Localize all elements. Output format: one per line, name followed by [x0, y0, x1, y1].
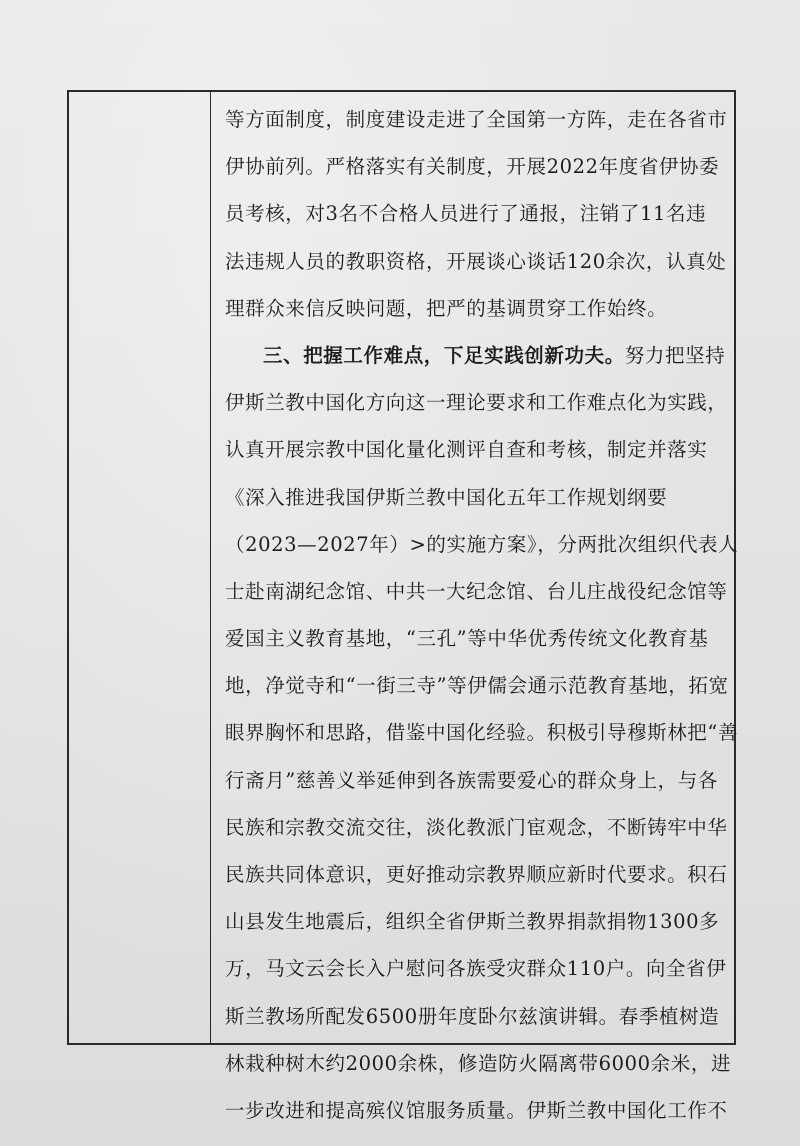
text-line [225, 96, 731, 143]
line-text: 民族和宗教交流交往，淡化教派门宦观念，不断铸牢中华 [225, 815, 728, 839]
text-line [225, 238, 731, 285]
line-text: 《深入推进我国伊斯兰教中国化五年工作规划纲要 [225, 485, 668, 509]
line-text: 万，马文云会长入户慰问各族受灾群众110户。向全省伊 [225, 957, 727, 981]
line-text: 员考核，对3名不合格人员进行了通报，注销了11名违 [225, 202, 707, 226]
text-line [225, 1087, 731, 1134]
line-text: 伊斯兰教中国化方向这一理论要求和工作难点化为实践， [225, 391, 728, 415]
text-line [225, 285, 731, 332]
text-line [225, 568, 731, 615]
line-text: 认真开展宗教中国化量化测评自查和考核，制定并落实 [225, 438, 708, 462]
text-line [225, 426, 731, 473]
text-line [225, 521, 739, 568]
line-text: 林栽种树木约2000余株，修造防火隔离带6000余米，进 [225, 1051, 732, 1075]
line-text: 理群众来信反映问题，把严的基调贯穿工作始终。 [225, 296, 668, 320]
text-line [225, 757, 731, 804]
text-line [225, 898, 731, 945]
text-line [225, 143, 731, 190]
line-text: 斯兰教场所配发6500册年度卧尔兹演讲辑。春季植树造 [225, 1004, 720, 1028]
text-line [225, 662, 731, 709]
document-body [225, 96, 739, 1134]
form-label-column [69, 92, 211, 1043]
line-text: 伊协前列。严格落实有关制度，开展2022年度省伊协委 [225, 155, 720, 179]
line-text: 一步改进和提高殡仪馆服务质量。伊斯兰教中国化工作不 [225, 1098, 728, 1122]
text-line [225, 851, 731, 898]
text-line [225, 615, 731, 662]
line-text: （2023—2027年）>的实施方案》，分两批次组织代表人 [225, 532, 739, 556]
line-text: 民族共同体意识，更好推动宗教界顺应新时代要求。积石 [225, 863, 728, 886]
line-text: 士赴南湖纪念馆、中共一大纪念馆、台儿庄战役纪念馆等 [225, 579, 728, 603]
line-text: 法违规人员的教职资格，开展谈心谈话120余次，认真处 [225, 249, 727, 273]
line-text: 地，净觉寺和“一街三寺”等伊儒会通示范教育基地，拓宽 [225, 674, 729, 698]
section-heading: 三、把握工作难点，下足实践创新功夫。 [263, 343, 625, 367]
text-line [225, 993, 731, 1040]
line-text: 努力把坚持 [624, 343, 726, 367]
line-text: 行斋月”慈善义举延伸到各族需要爱心的群众身上，与各 [225, 768, 718, 792]
text-line [225, 804, 731, 851]
text-line [225, 332, 731, 379]
line-text: 山县发生地震后，组织全省伊斯兰教界捐款捐物1300多 [225, 910, 720, 934]
text-line [225, 474, 731, 521]
line-text: 爱国主义教育基地，“三孔”等中华优秀传统文化教育基 [225, 627, 709, 651]
text-line [225, 190, 731, 237]
line-text: 眼界胸怀和思路，借鉴中国化经验。积极引导穆斯林把“善 [225, 721, 739, 745]
text-line [225, 379, 731, 426]
form-table [67, 90, 739, 1122]
text-line [225, 1040, 731, 1087]
line-text: 等方面制度，制度建设走进了全国第一方阵，走在各省市 [225, 108, 728, 131]
text-line [225, 709, 739, 756]
text-line [225, 945, 731, 992]
